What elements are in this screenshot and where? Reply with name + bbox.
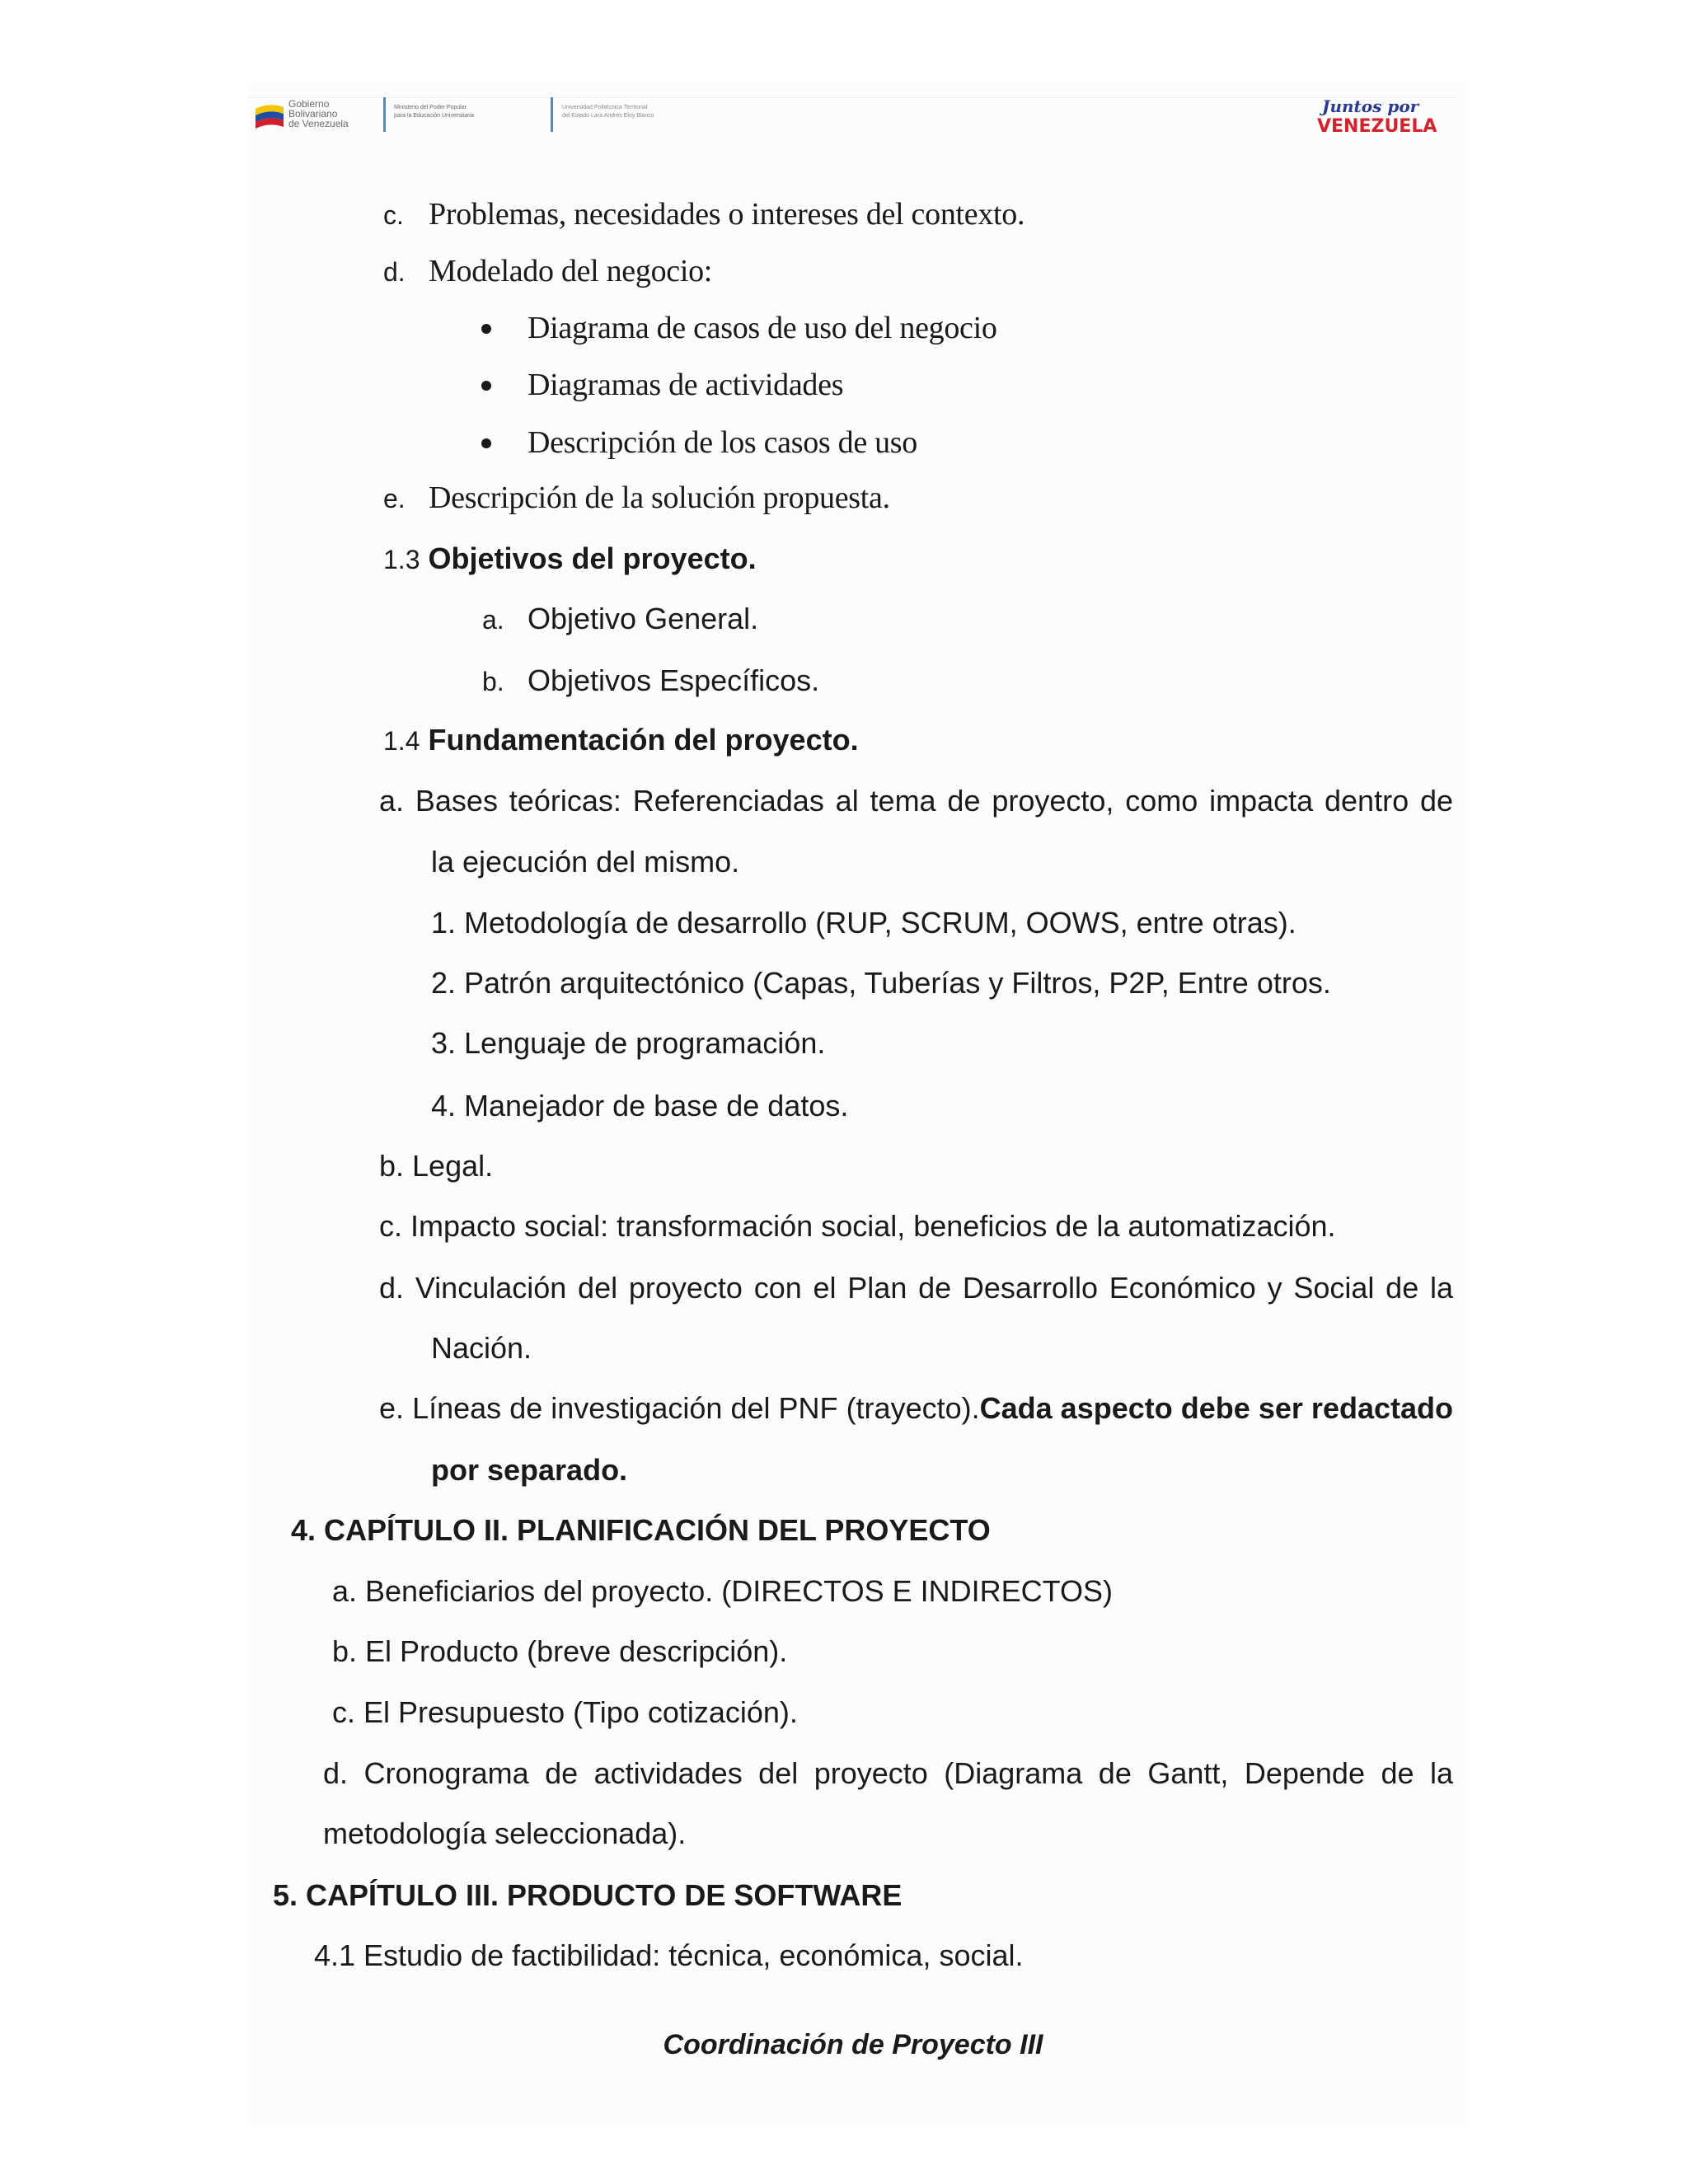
numbered-item: 2. Patrón arquitectónico (Capas, Tuberías y Filtros, P2P, Entre otros. — [431, 966, 1331, 1000]
list-item-text: Modelado del negocio: — [429, 254, 713, 288]
emphasis-continuation: por separado. — [431, 1453, 628, 1487]
cronograma-line: d. Cronograma de actividades del proyecto (Diagrama de Gantt, Depende de la — [323, 1756, 1453, 1790]
bullet-item: Diagrama de casos de uso del negocio — [528, 311, 997, 345]
bases-teoricas-continuation: la ejecución del mismo. — [431, 845, 740, 879]
section-number: 1.3 — [383, 545, 420, 574]
page-header — [247, 91, 1459, 144]
bullet-icon — [481, 381, 491, 391]
bullet-icon — [481, 438, 491, 448]
emphasis-text: Cada aspecto debe ser redactado — [979, 1391, 1453, 1425]
list-marker: b. — [482, 667, 504, 696]
list-marker: c. — [383, 200, 404, 230]
chapter-2-item: b. El Producto (breve descripción). — [332, 1634, 788, 1668]
juntos-por-venezuela-logo — [1312, 94, 1448, 137]
chapter-2-item: a. Beneficiarios del proyecto. (DIRECTOS E INDIRECTOS) — [332, 1574, 1113, 1608]
header-separator — [551, 97, 553, 132]
section-title: Fundamentación del proyecto. — [428, 723, 859, 757]
list-item-d — [383, 253, 712, 290]
page-footer: Coordinación de Proyecto III — [663, 2029, 1043, 2060]
chapter-2-item: c. El Presupuesto (Tipo cotización). — [332, 1695, 798, 1729]
list-item-text: Vinculación del proyecto con el Plan de Desarrollo Económico y Social de la — [415, 1271, 1454, 1305]
ministry-logo-text: Ministerio del Poder Popular para la Educación Universitaria — [394, 105, 474, 119]
bullet-item: Descripción de los casos de uso — [528, 425, 917, 460]
vinculacion-line — [379, 1270, 1453, 1306]
bases-teoricas-line — [379, 783, 1453, 819]
list-item-c — [383, 196, 1025, 233]
list-marker: e. — [383, 484, 406, 513]
venezuela-flag-icon — [254, 101, 285, 129]
list-item-text: Líneas de investigación del PNF (trayecto). — [412, 1391, 980, 1425]
legal-item: b. Legal. — [379, 1149, 494, 1183]
cronograma-continuation: metodología seleccionada). — [323, 1816, 687, 1850]
section-1-4-heading — [383, 722, 859, 759]
list-item-e — [383, 480, 890, 517]
bullet-item: Diagramas de actividades — [528, 368, 844, 402]
svg-text:Juntos por: Juntos por — [1322, 96, 1419, 116]
numbered-item: 3. Lenguaje de programación. — [431, 1026, 826, 1060]
impacto-social-item: c. Impacto social: transformación social, beneficios de la automatización. — [379, 1209, 1336, 1243]
list-item-text: Bases teóricas: Referenciadas al tema de proyecto, como impacta dentro de — [415, 784, 1453, 818]
numbered-item: 4. Manejador de base de datos. — [431, 1089, 849, 1122]
vinculacion-continuation: Nación. — [431, 1331, 532, 1365]
svg-text:VENEZUELA: VENEZUELA — [1317, 116, 1437, 137]
list-marker: e. — [379, 1391, 405, 1425]
list-marker: d. — [379, 1271, 405, 1305]
university-logo-text: Universidad Politécnica Territorial del Estado Lara Andrés Eloy Blanco — [562, 105, 654, 119]
objective-item — [482, 663, 819, 700]
lineas-investigacion-line — [379, 1390, 1453, 1427]
bullet-icon — [481, 324, 491, 334]
list-marker: a. — [482, 605, 504, 635]
section-number: 1.4 — [383, 726, 420, 756]
list-marker: a. — [379, 784, 405, 818]
list-item-text: Problemas, necesidades o intereses del contexto. — [429, 197, 1025, 232]
header-separator — [383, 97, 386, 132]
section-title: Objetivos del proyecto. — [428, 541, 757, 575]
list-item-text: Objetivo General. — [528, 602, 759, 635]
government-logo-text: Gobierno Bolivariano de Venezuela — [288, 98, 349, 129]
numbered-item: 1. Metodología de desarrollo (RUP, SCRUM, OOWS, entre otras). — [431, 906, 1296, 940]
list-item-text: Descripción de la solución propuesta. — [429, 480, 890, 515]
chapter-2-heading: 4. CAPÍTULO II. PLANIFICACIÓN DEL PROYECTO — [291, 1513, 991, 1547]
chapter-3-heading: 5. CAPÍTULO III. PRODUCTO DE SOFTWARE — [273, 1878, 903, 1912]
section-1-3-heading — [383, 541, 757, 578]
list-marker: d. — [383, 257, 406, 287]
chapter-3-item: 4.1 Estudio de factibilidad: técnica, económica, social. — [314, 1938, 1024, 1972]
list-item-text: Objetivos Específicos. — [528, 663, 820, 697]
objective-item — [482, 601, 758, 638]
